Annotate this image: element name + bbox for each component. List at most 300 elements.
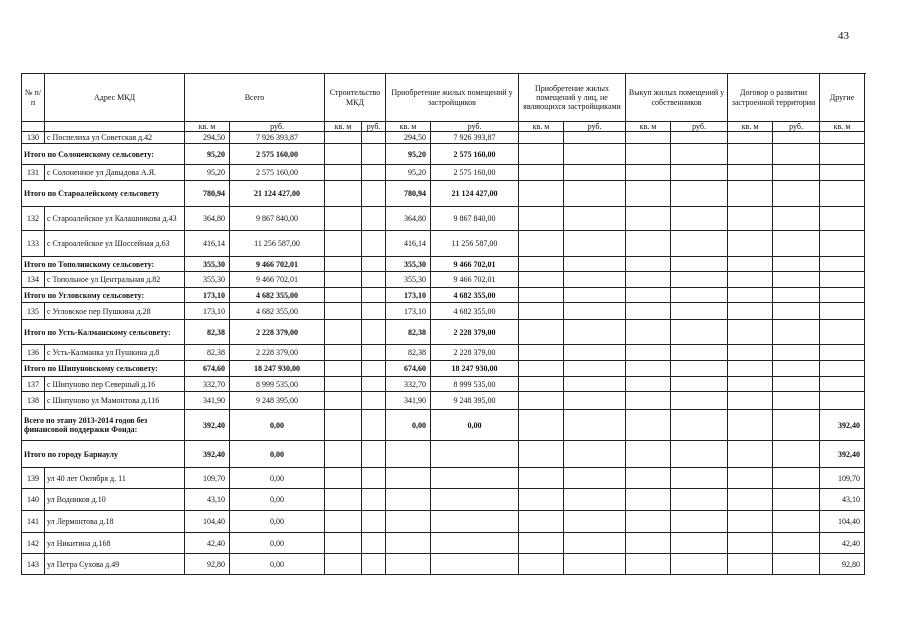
construction-rub bbox=[362, 392, 386, 410]
construction-area bbox=[325, 533, 362, 554]
buyout-rub bbox=[671, 181, 728, 207]
acq-other-area bbox=[519, 441, 564, 468]
contract-rub bbox=[773, 165, 820, 181]
construction-rub bbox=[362, 410, 386, 441]
dev-area: 416,14 bbox=[386, 231, 431, 257]
subtotal-label: Итого по Шипуновскому сельсовету: bbox=[22, 361, 185, 377]
subtotal-row bbox=[22, 320, 865, 345]
total-area: 95,20 bbox=[185, 144, 230, 165]
row-number: 138 bbox=[22, 392, 45, 410]
total-area: 392,40 bbox=[185, 410, 230, 441]
dev-rub: 11 256 587,00 bbox=[431, 231, 519, 257]
construction-area bbox=[325, 392, 362, 410]
row-number: 130 bbox=[22, 132, 45, 144]
row-address: ул Водников д.10 bbox=[45, 489, 185, 511]
buyout-rub bbox=[671, 144, 728, 165]
contract-rub bbox=[773, 272, 820, 288]
total-rub: 9 466 702,01 bbox=[230, 257, 325, 272]
unit-rub: руб. bbox=[564, 122, 626, 132]
acq-other-area bbox=[519, 288, 564, 303]
construction-rub bbox=[362, 272, 386, 288]
other-area: 109,70 bbox=[820, 468, 865, 489]
subtotal-row bbox=[22, 361, 865, 377]
construction-area bbox=[325, 303, 362, 320]
total-area: 355,30 bbox=[185, 257, 230, 272]
acq-other-area bbox=[519, 554, 564, 575]
header-acq-dev: Приобретение жилых помещений у застройщиков bbox=[386, 74, 519, 122]
contract-rub bbox=[773, 554, 820, 575]
total-rub: 0,00 bbox=[230, 410, 325, 441]
dev-rub bbox=[431, 533, 519, 554]
acq-other-area bbox=[519, 345, 564, 361]
construction-area bbox=[325, 257, 362, 272]
contract-area bbox=[728, 511, 773, 533]
table-row bbox=[22, 303, 865, 320]
dev-area: 95,20 bbox=[386, 165, 431, 181]
row-number: 140 bbox=[22, 489, 45, 511]
row-address: с Староалейское ул Калашникова д.43 bbox=[45, 207, 185, 231]
buyout-area bbox=[626, 257, 671, 272]
unit-rub: руб. bbox=[773, 122, 820, 132]
contract-rub bbox=[773, 468, 820, 489]
contract-rub bbox=[773, 320, 820, 345]
unit-area: кв. м bbox=[728, 122, 773, 132]
total-rub: 7 926 393,87 bbox=[230, 132, 325, 144]
contract-rub bbox=[773, 410, 820, 441]
row-address: с Солоненное ул Давыдова А.Я. bbox=[45, 165, 185, 181]
header-dev-contract: Договор о развитии застроенной территории bbox=[728, 74, 820, 122]
contract-area bbox=[728, 257, 773, 272]
construction-rub bbox=[362, 320, 386, 345]
other-area: 42,40 bbox=[820, 533, 865, 554]
acq-other-rub bbox=[564, 303, 626, 320]
contract-rub bbox=[773, 231, 820, 257]
row-address: с Шипуново пер Северный д.16 bbox=[45, 377, 185, 392]
dev-area: 355,30 bbox=[386, 257, 431, 272]
buyout-rub bbox=[671, 533, 728, 554]
construction-area bbox=[325, 489, 362, 511]
subtotal-row bbox=[22, 144, 865, 165]
buyout-area bbox=[626, 554, 671, 575]
other-area bbox=[820, 392, 865, 410]
total-rub: 11 256 587,00 bbox=[230, 231, 325, 257]
dev-rub: 8 999 535,00 bbox=[431, 377, 519, 392]
header-buyout: Выкуп жилых помещений у собственников bbox=[626, 74, 728, 122]
other-area: 392,40 bbox=[820, 441, 865, 468]
subtotal-row bbox=[22, 288, 865, 303]
contract-rub bbox=[773, 207, 820, 231]
housing-table bbox=[21, 73, 865, 575]
contract-rub bbox=[773, 489, 820, 511]
row-number: 137 bbox=[22, 377, 45, 392]
other-area: 392,40 bbox=[820, 410, 865, 441]
row-address: с Поспелиха ул Советская д.42 bbox=[45, 132, 185, 144]
buyout-rub bbox=[671, 207, 728, 231]
other-area bbox=[820, 207, 865, 231]
total-rub: 0,00 bbox=[230, 511, 325, 533]
contract-area bbox=[728, 181, 773, 207]
contract-rub bbox=[773, 511, 820, 533]
construction-rub bbox=[362, 533, 386, 554]
table-row bbox=[22, 207, 865, 231]
contract-area bbox=[728, 377, 773, 392]
acq-other-rub bbox=[564, 392, 626, 410]
row-number: 134 bbox=[22, 272, 45, 288]
contract-rub bbox=[773, 392, 820, 410]
total-area: 332,70 bbox=[185, 377, 230, 392]
total-rub: 0,00 bbox=[230, 489, 325, 511]
contract-rub bbox=[773, 345, 820, 361]
dev-area: 0,00 bbox=[386, 410, 431, 441]
contract-area bbox=[728, 392, 773, 410]
acq-other-area bbox=[519, 392, 564, 410]
acq-other-rub bbox=[564, 441, 626, 468]
contract-rub bbox=[773, 377, 820, 392]
buyout-area bbox=[626, 468, 671, 489]
contract-rub bbox=[773, 257, 820, 272]
buyout-area bbox=[626, 303, 671, 320]
contract-area bbox=[728, 489, 773, 511]
dev-rub: 0,00 bbox=[431, 410, 519, 441]
dev-area: 95,20 bbox=[386, 144, 431, 165]
buyout-rub bbox=[671, 132, 728, 144]
dev-rub: 2 575 160,00 bbox=[431, 165, 519, 181]
acq-other-area bbox=[519, 132, 564, 144]
buyout-area bbox=[626, 361, 671, 377]
total-area: 364,80 bbox=[185, 207, 230, 231]
total-rub: 4 682 355,00 bbox=[230, 303, 325, 320]
buyout-area bbox=[626, 272, 671, 288]
subtotal-label: Итого по городу Барнаулу bbox=[22, 441, 185, 468]
construction-area bbox=[325, 144, 362, 165]
construction-rub bbox=[362, 288, 386, 303]
acq-other-rub bbox=[564, 554, 626, 575]
construction-area bbox=[325, 231, 362, 257]
buyout-rub bbox=[671, 392, 728, 410]
unit-area: кв. м bbox=[325, 122, 362, 132]
dev-area bbox=[386, 511, 431, 533]
table-row bbox=[22, 377, 865, 392]
dev-area: 341,90 bbox=[386, 392, 431, 410]
acq-other-rub bbox=[564, 231, 626, 257]
table-row bbox=[22, 165, 865, 181]
table-row bbox=[22, 272, 865, 288]
total-area: 43,10 bbox=[185, 489, 230, 511]
acq-other-rub bbox=[564, 511, 626, 533]
contract-area bbox=[728, 533, 773, 554]
row-address: с Топольное ул Центральная д.82 bbox=[45, 272, 185, 288]
dev-area: 173,10 bbox=[386, 303, 431, 320]
header-construction: Строительство МКД bbox=[325, 74, 386, 122]
total-rub: 0,00 bbox=[230, 533, 325, 554]
contract-area bbox=[728, 468, 773, 489]
dev-area: 173,10 bbox=[386, 288, 431, 303]
total-rub: 2 228 379,00 bbox=[230, 320, 325, 345]
total-rub: 0,00 bbox=[230, 554, 325, 575]
subtotal-label: Итого по Староалейскому сельсовету bbox=[22, 181, 185, 207]
contract-area bbox=[728, 345, 773, 361]
row-number: 133 bbox=[22, 231, 45, 257]
buyout-area bbox=[626, 392, 671, 410]
header-other: Другие bbox=[820, 74, 865, 122]
row-address: ул Никитина д.168 bbox=[45, 533, 185, 554]
row-number: 136 bbox=[22, 345, 45, 361]
other-area: 104,40 bbox=[820, 511, 865, 533]
total-rub: 0,00 bbox=[230, 468, 325, 489]
subtotal-row bbox=[22, 441, 865, 468]
header-address: Адрес МКД bbox=[45, 74, 185, 122]
buyout-area bbox=[626, 377, 671, 392]
row-number: 143 bbox=[22, 554, 45, 575]
construction-area bbox=[325, 441, 362, 468]
total-rub: 4 682 355,00 bbox=[230, 288, 325, 303]
acq-other-rub bbox=[564, 320, 626, 345]
contract-area bbox=[728, 441, 773, 468]
acq-other-rub bbox=[564, 272, 626, 288]
construction-area bbox=[325, 377, 362, 392]
construction-area bbox=[325, 554, 362, 575]
other-area bbox=[820, 257, 865, 272]
table-row bbox=[22, 511, 865, 533]
unit-rub: руб. bbox=[362, 122, 386, 132]
row-number: 139 bbox=[22, 468, 45, 489]
subtotal-row bbox=[22, 410, 865, 441]
acq-other-area bbox=[519, 207, 564, 231]
acq-other-area bbox=[519, 377, 564, 392]
acq-other-rub bbox=[564, 533, 626, 554]
buyout-area bbox=[626, 345, 671, 361]
buyout-area bbox=[626, 511, 671, 533]
acq-other-rub bbox=[564, 165, 626, 181]
construction-rub bbox=[362, 361, 386, 377]
dev-rub: 21 124 427,00 bbox=[431, 181, 519, 207]
dev-rub: 9 867 840,00 bbox=[431, 207, 519, 231]
construction-area bbox=[325, 511, 362, 533]
dev-area: 332,70 bbox=[386, 377, 431, 392]
construction-area bbox=[325, 361, 362, 377]
construction-rub bbox=[362, 257, 386, 272]
contract-area bbox=[728, 361, 773, 377]
dev-rub bbox=[431, 511, 519, 533]
dev-rub: 4 682 355,00 bbox=[431, 303, 519, 320]
contract-rub bbox=[773, 533, 820, 554]
other-area bbox=[820, 272, 865, 288]
other-area bbox=[820, 320, 865, 345]
construction-area bbox=[325, 468, 362, 489]
dev-rub: 4 682 355,00 bbox=[431, 288, 519, 303]
buyout-area bbox=[626, 533, 671, 554]
row-address: ул Петра Сухова д.49 bbox=[45, 554, 185, 575]
table-row bbox=[22, 489, 865, 511]
subtotal-label: Итого по Усть-Калманскому сельсовету: bbox=[22, 320, 185, 345]
construction-rub bbox=[362, 554, 386, 575]
acq-other-rub bbox=[564, 361, 626, 377]
total-rub: 0,00 bbox=[230, 441, 325, 468]
acq-other-rub bbox=[564, 489, 626, 511]
dev-rub: 2 228 379,00 bbox=[431, 345, 519, 361]
dev-rub bbox=[431, 441, 519, 468]
subtotal-row bbox=[22, 257, 865, 272]
total-area: 355,30 bbox=[185, 272, 230, 288]
construction-rub bbox=[362, 511, 386, 533]
dev-rub: 9 466 702,01 bbox=[431, 272, 519, 288]
construction-rub bbox=[362, 377, 386, 392]
row-address: ул 40 лет Октября д. 11 bbox=[45, 468, 185, 489]
table-row bbox=[22, 468, 865, 489]
dev-rub: 18 247 930,00 bbox=[431, 361, 519, 377]
total-rub: 18 247 930,00 bbox=[230, 361, 325, 377]
acq-other-rub bbox=[564, 257, 626, 272]
acq-other-area bbox=[519, 410, 564, 441]
acq-other-area bbox=[519, 361, 564, 377]
row-number: 131 bbox=[22, 165, 45, 181]
acq-other-rub bbox=[564, 288, 626, 303]
construction-rub bbox=[362, 441, 386, 468]
header-acq-other: Приобретение жилых помещений у лиц, не являющихся застройщиками bbox=[519, 74, 626, 122]
buyout-area bbox=[626, 410, 671, 441]
contract-area bbox=[728, 303, 773, 320]
table-row bbox=[22, 231, 865, 257]
acq-other-rub bbox=[564, 345, 626, 361]
buyout-area bbox=[626, 207, 671, 231]
unit-blank bbox=[45, 122, 185, 132]
unit-area: кв. м bbox=[386, 122, 431, 132]
buyout-area bbox=[626, 181, 671, 207]
construction-area bbox=[325, 345, 362, 361]
buyout-rub bbox=[671, 165, 728, 181]
acq-other-area bbox=[519, 231, 564, 257]
contract-rub bbox=[773, 288, 820, 303]
dev-rub: 2 575 160,00 bbox=[431, 144, 519, 165]
total-area: 109,70 bbox=[185, 468, 230, 489]
acq-other-area bbox=[519, 257, 564, 272]
acq-other-rub bbox=[564, 377, 626, 392]
table-row bbox=[22, 554, 865, 575]
buyout-area bbox=[626, 231, 671, 257]
other-area bbox=[820, 132, 865, 144]
other-area: 43,10 bbox=[820, 489, 865, 511]
dev-rub: 7 926 393,87 bbox=[431, 132, 519, 144]
total-area: 416,14 bbox=[185, 231, 230, 257]
subtotal-label: Итого по Тополинскому сельсовету: bbox=[22, 257, 185, 272]
buyout-rub bbox=[671, 361, 728, 377]
row-number: 141 bbox=[22, 511, 45, 533]
construction-area bbox=[325, 181, 362, 207]
dev-area: 674,60 bbox=[386, 361, 431, 377]
contract-area bbox=[728, 132, 773, 144]
other-area bbox=[820, 288, 865, 303]
contract-area bbox=[728, 144, 773, 165]
total-area: 42,40 bbox=[185, 533, 230, 554]
buyout-area bbox=[626, 288, 671, 303]
acq-other-rub bbox=[564, 132, 626, 144]
construction-rub bbox=[362, 489, 386, 511]
buyout-rub bbox=[671, 489, 728, 511]
total-area: 104,40 bbox=[185, 511, 230, 533]
buyout-rub bbox=[671, 554, 728, 575]
total-rub: 21 124 427,00 bbox=[230, 181, 325, 207]
construction-area bbox=[325, 165, 362, 181]
construction-rub bbox=[362, 468, 386, 489]
subtotal-row bbox=[22, 181, 865, 207]
buyout-rub bbox=[671, 441, 728, 468]
subtotal-label: Итого по Угловскому сельсовету: bbox=[22, 288, 185, 303]
other-area bbox=[820, 165, 865, 181]
contract-rub bbox=[773, 441, 820, 468]
construction-rub bbox=[362, 132, 386, 144]
dev-rub bbox=[431, 468, 519, 489]
dev-area bbox=[386, 533, 431, 554]
total-area: 82,38 bbox=[185, 320, 230, 345]
acq-other-rub bbox=[564, 410, 626, 441]
dev-rub: 9 248 395,00 bbox=[431, 392, 519, 410]
page-number: 43 bbox=[838, 30, 849, 42]
contract-area bbox=[728, 272, 773, 288]
contract-rub bbox=[773, 144, 820, 165]
other-area bbox=[820, 303, 865, 320]
unit-rub: руб. bbox=[671, 122, 728, 132]
total-area: 780,94 bbox=[185, 181, 230, 207]
total-area: 392,40 bbox=[185, 441, 230, 468]
other-area bbox=[820, 144, 865, 165]
total-area: 341,90 bbox=[185, 392, 230, 410]
dev-area bbox=[386, 468, 431, 489]
buyout-rub bbox=[671, 272, 728, 288]
table-row bbox=[22, 533, 865, 554]
dev-area: 82,38 bbox=[386, 345, 431, 361]
dev-rub bbox=[431, 489, 519, 511]
buyout-rub bbox=[671, 231, 728, 257]
total-rub: 2 575 160,00 bbox=[230, 144, 325, 165]
table-row bbox=[22, 345, 865, 361]
unit-blank bbox=[22, 122, 45, 132]
buyout-area bbox=[626, 144, 671, 165]
dev-rub: 2 228 379,00 bbox=[431, 320, 519, 345]
dev-rub: 9 466 702,01 bbox=[431, 257, 519, 272]
construction-rub bbox=[362, 144, 386, 165]
dev-area: 355,30 bbox=[386, 272, 431, 288]
other-area: 92,80 bbox=[820, 554, 865, 575]
row-address: с Шипуново ул Мамонтова д.116 bbox=[45, 392, 185, 410]
contract-area bbox=[728, 207, 773, 231]
contract-area bbox=[728, 554, 773, 575]
acq-other-area bbox=[519, 303, 564, 320]
contract-area bbox=[728, 165, 773, 181]
total-rub: 2 575 160,00 bbox=[230, 165, 325, 181]
unit-area: кв. м bbox=[820, 122, 865, 132]
dev-area bbox=[386, 489, 431, 511]
row-address: с Угловское пер Пушкина д.28 bbox=[45, 303, 185, 320]
unit-rub: руб. bbox=[431, 122, 519, 132]
contract-rub bbox=[773, 181, 820, 207]
construction-rub bbox=[362, 181, 386, 207]
total-area: 92,80 bbox=[185, 554, 230, 575]
row-address: ул Лермонтова д.18 bbox=[45, 511, 185, 533]
table-row bbox=[22, 392, 865, 410]
buyout-rub bbox=[671, 320, 728, 345]
buyout-area bbox=[626, 441, 671, 468]
acq-other-area bbox=[519, 272, 564, 288]
buyout-area bbox=[626, 165, 671, 181]
acq-other-area bbox=[519, 489, 564, 511]
buyout-area bbox=[626, 320, 671, 345]
acq-other-area bbox=[519, 533, 564, 554]
construction-area bbox=[325, 132, 362, 144]
table-body bbox=[22, 132, 865, 575]
buyout-rub bbox=[671, 303, 728, 320]
total-rub: 9 248 395,00 bbox=[230, 392, 325, 410]
header-total: Всего bbox=[185, 74, 325, 122]
